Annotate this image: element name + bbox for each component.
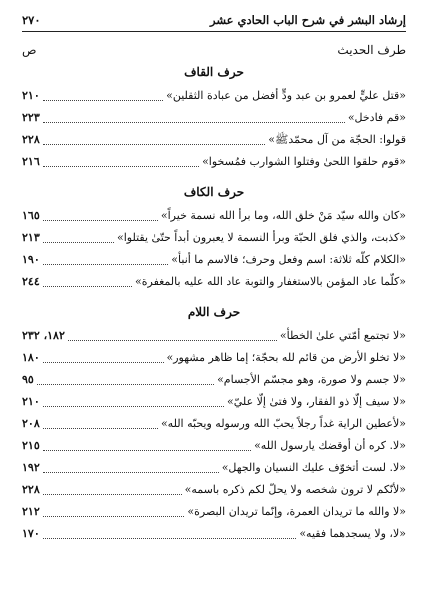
- index-entry: [22, 249, 406, 271]
- page-reference: ٢٠٨: [22, 417, 40, 430]
- hadith-text: «قوم حلقوا اللحىٰ وفتلوا الشوارب فمُسخوا»: [202, 155, 406, 168]
- index-entry: [22, 271, 406, 293]
- page-reference: ٢١٥: [22, 439, 40, 452]
- dot-leader: [43, 100, 163, 101]
- dot-leader: [43, 472, 219, 473]
- dot-leader: [43, 406, 224, 407]
- page-reference: ٢١٣: [22, 231, 40, 244]
- hadith-text: «الكلام كلّه ثلاثة: اسم وفعل وحرف؛ فالاسم ما أنبأ»: [171, 253, 406, 266]
- index-entry: [22, 227, 406, 249]
- index-entry: [22, 325, 406, 347]
- page-reference: ٢٤٤: [22, 275, 40, 288]
- index-section: [22, 63, 406, 173]
- page-reference: ١٧٠: [22, 527, 40, 540]
- index-section: [22, 303, 406, 545]
- index-entry: [22, 85, 406, 107]
- page-reference: ٩٥: [22, 373, 34, 386]
- index-entry: [22, 479, 406, 501]
- section-title: حرف القاف: [184, 65, 244, 79]
- page-reference: ١٩٢: [22, 461, 40, 474]
- dot-leader: [43, 264, 169, 265]
- section-title: حرف اللام: [187, 305, 241, 319]
- dot-leader: [43, 494, 182, 495]
- page-reference: ١٦٥: [22, 209, 40, 222]
- section-gap: [22, 293, 406, 301]
- hadith-text: «لأنّكم لا ترون شخصه ولا يحلّ لكم ذكره باسمه»: [184, 483, 406, 496]
- hadith-text: «لا جسم ولا صورة، وهو مجسّم الأجسام»: [217, 373, 406, 386]
- hadith-text: «لا سيف إلّا ذو الفقار، ولا فتىٰ إلّا عليّ»: [227, 395, 406, 408]
- page-reference: ٢٢٨: [22, 483, 40, 496]
- page-reference: ٢٢٨: [22, 133, 40, 146]
- index-entry: [22, 523, 406, 545]
- hadith-text: «قم فادخل»: [347, 111, 406, 124]
- page-reference: ٢١٢: [22, 505, 40, 518]
- hadith-column-label: طرف الحديث: [337, 43, 406, 57]
- page-reference: ٢١٦: [22, 155, 40, 168]
- dot-leader: [43, 242, 114, 243]
- hadith-text: «قتل عليٍّ لعمرو بن عبد ودٍّ أفضل من عبادة الثقلين»: [166, 89, 406, 102]
- index-entry: [22, 369, 406, 391]
- dot-leader: [43, 516, 185, 517]
- index-entry: [22, 413, 406, 435]
- dot-leader: [43, 362, 164, 363]
- index-entry: [22, 151, 406, 173]
- dot-leader: [43, 122, 345, 123]
- dot-leader: [43, 286, 132, 287]
- page-reference: ١٩٠: [22, 253, 40, 266]
- hadith-text: «لا تخلو الأرض من قائم لله بحجّة؛ إما ظاهر مشهور»: [166, 351, 406, 364]
- hadith-text: «لا. كره أن أوقضك يارسول الله»: [254, 439, 406, 452]
- section-gap: [22, 173, 406, 181]
- page-number: ٢٧٠: [22, 13, 41, 27]
- dot-leader: [43, 220, 158, 221]
- dot-leader: [68, 340, 277, 341]
- index-entry: [22, 129, 406, 151]
- index-sections: [22, 63, 406, 545]
- page-reference: ١٨٢، ٢٣٢: [22, 329, 65, 342]
- index-entry: [22, 435, 406, 457]
- index-entry: [22, 347, 406, 369]
- hadith-text: «لا، ولا يسجدهما فقيه»: [299, 527, 406, 540]
- dot-leader: [43, 450, 251, 451]
- hadith-text: قولوا: الحجّة من آل محمّدﷺ»: [268, 133, 406, 146]
- index-entry: [22, 107, 406, 129]
- index-entry: [22, 205, 406, 227]
- hadith-text: «لأعطين الراية غداً رجلاً يحبّ الله ورسوله ويحبّه الله»: [160, 417, 406, 430]
- page-column-label: ص: [22, 43, 37, 57]
- page-reference: ١٨٠: [22, 351, 40, 364]
- dot-leader: [43, 144, 266, 145]
- dot-leader: [43, 538, 297, 539]
- hadith-text: «كان والله سيّد مَنْ خلق الله، وما برأ الله نسمة خيراً»: [160, 209, 406, 222]
- dot-leader: [43, 428, 158, 429]
- section-title: حرف الكاف: [183, 185, 245, 199]
- page-reference: ٢١٠: [22, 89, 40, 102]
- index-entry: [22, 501, 406, 523]
- hadith-text: «كلّما عاد المؤمن بالاستغفار والتوبة عاد الله عليه بالمغفرة»: [135, 275, 406, 288]
- hadith-text: «لا والله ما تريدان العمرة، وإنّما تريدان البصرة»: [187, 505, 406, 518]
- index-entry: [22, 457, 406, 479]
- dot-leader: [43, 166, 199, 167]
- hadith-text: «كذبت، والذي فلق الحبّة وبرأ النسمة لا يعبرون أبداً حتّىٰ يقتلوا»: [116, 231, 406, 244]
- page-reference: ٢٢٣: [22, 111, 40, 124]
- hadith-text: «لا تجتمع أمّتي علىٰ الخطأ»: [279, 329, 406, 342]
- index-section: [22, 183, 406, 293]
- book-title: إرشاد البشر في شرح الباب الحادي عشر: [209, 13, 406, 27]
- column-header: [22, 41, 406, 59]
- dot-leader: [37, 384, 214, 385]
- hadith-text: «لا. لست أتخوّف عليك النسيان والجهل»: [221, 461, 406, 474]
- page-reference: ٢١٠: [22, 395, 40, 408]
- running-header: [22, 11, 406, 32]
- index-entry: [22, 391, 406, 413]
